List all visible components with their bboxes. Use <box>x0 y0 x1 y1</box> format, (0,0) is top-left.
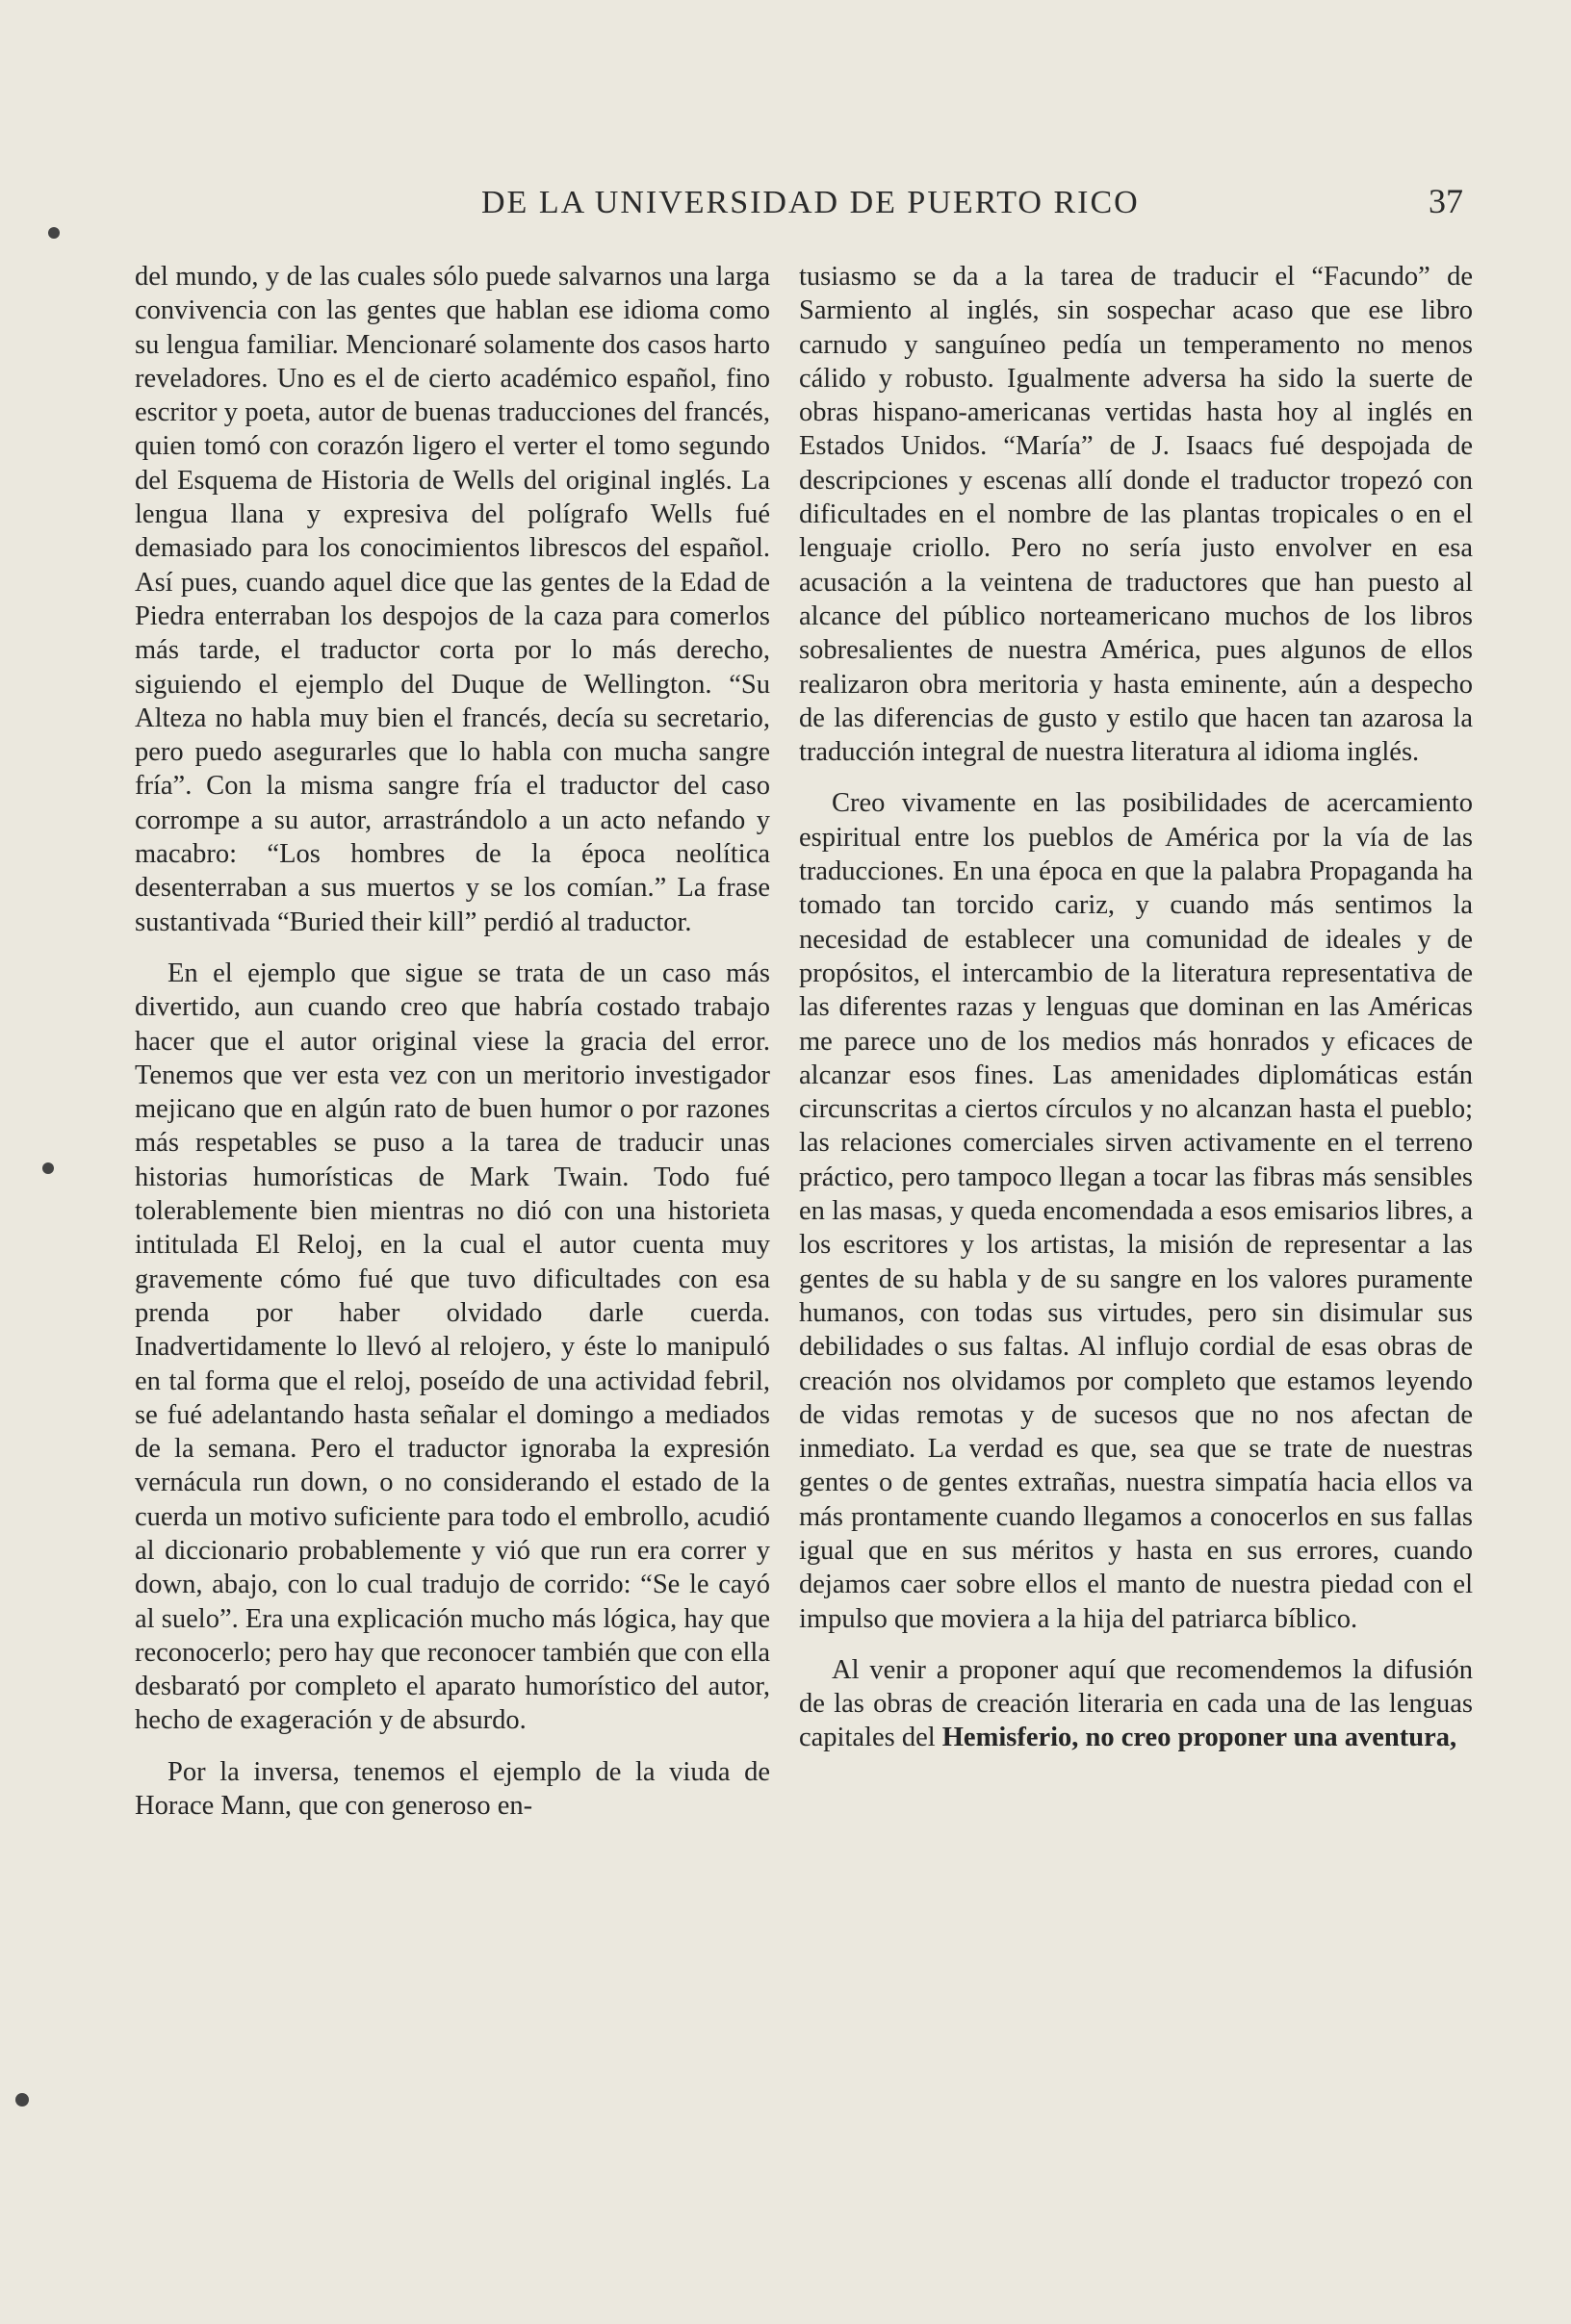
paragraph: tusiasmo se da a la tarea de traducir el “Facundo” de Sarmiento al inglés, sin sospechar acaso que ese libro carnudo y sanguíneo pedía un temperamento no menos cálido y robusto. Igualmente adversa ha sido la suerte de obras hispano-americanas vertidas hasta hoy al inglés en Estados Unidos. “María” de J. Isaacs fué despojada de descripciones y escenas allí donde el traductor tropezó con dificultades en el nombre de las plantas tropicales o en el lenguaje criollo. Pero no sería justo envolver en esa acusación a la veintena de traductores que han puesto al alcance del público norteamericano muchos de los libros sobresalientes de nuestra América, pues algunos de ellos realizaron obra meritoria y hasta eminente, aún a despecho de las diferencias de gusto y estilo que hacen tan azarosa la traducción integral de nuestra literatura al idioma inglés. <box>799 262 1473 768</box>
page-header <box>135 181 1482 229</box>
page-number: 37 <box>1429 182 1463 220</box>
margin-mark <box>15 2093 29 2107</box>
paragraph-last-line: Hemisferio, no creo proponer una aventura, <box>941 1723 1457 1753</box>
margin-mark <box>48 227 60 239</box>
margin-mark <box>42 1162 54 1174</box>
paragraph: Por la inversa, tenemos el ejemplo de la viuda de Horace Mann, que con generoso en- <box>135 1756 770 1822</box>
paragraph-text: Al venir a proponer aquí que recomendemos la difusión de las obras de creación literaria en cada una de las lenguas capitales del <box>799 1654 1473 1753</box>
paragraph: del mundo, y de las cuales sólo puede salvarnos una larga convivencia con las gentes que hablan ese idioma como su lengua familiar. Mencionaré solamente dos casos harto reveladores. Uno es el de cierto académico español, fino escritor y poeta, autor de buenas traducciones del francés, quien tomó con corazón ligero el verter el tomo segundo del Esquema de Historia de Wells del original inglés. La lengua llana y expresiva del polígrafo Wells fué demasiado para los conocimientos librescos del español. Así pues, cuando aquel dice que las gentes de la Edad de Piedra enterraban los despojos de la caza para comerlos más tarde, el traductor corta por lo más derecho, siguiendo el ejemplo del Duque de Wellington. “Su Alteza no habla muy bien el francés, decía su secretario, pero puedo asegurarles que lo habla con mucha sangre fría”. Con la misma sangre fría el traductor del caso corrompe a su autor, arrastrándolo a un acto nefando y macabro: “Los hombres de la época neolítica desenterraban a sus muertos y se los comían.” La frase sustantivada “Buried their kill” perdió al traductor. <box>135 262 770 937</box>
right-column <box>799 260 1473 1755</box>
left-column <box>135 260 770 1823</box>
paragraph: En el ejemplo que sigue se trata de un caso más divertido, aun cuando creo que habría costado trabajo hacer que el autor original viese la gracia del error. Tenemos que ver esta vez con un meritorio investigador mejicano que en algún rato de buen humor o por razones más respetables se puso a la tarea de traducir unas historias humorísticas de Mark Twain. Todo fué tolerablemente bien mientras no dió con una historieta intitulada El Reloj, en la cual el autor cuenta muy gravemente cómo fué que tuvo dificultades con esa prenda por haber olvidado darle cuerda. Inadvertidamente lo llevó al relojero, y éste lo manipuló en tal forma que el reloj, poseído de una actividad febril, se fué adelantando hasta señalar el domingo a mediados de la semana. Pero el traductor ignoraba la expresión vernácula run down, o no considerando el estado de la cuerda un motivo suficiente para todo el embrollo, acudió al diccionario probablemente y vió que run era correr y down, abajo, con lo cual tradujo de corrido: “Se le cayó al suelo”. Era una explicación mucho más lógica, hay que reconocerlo; pero hay que reconocer también que con ella desbarató por completo el aparato humorístico del autor, hecho de exageración y de absurdo. <box>135 958 770 1736</box>
paragraph <box>799 1653 1473 1755</box>
paragraph: Creo vivamente en las posibilidades de acercamiento espiritual entre los pueblos de América por la vía de las traducciones. En una época en que la palabra Propaganda ha tomado tan torcido cariz, y cuando más sentimos la necesidad de establecer una comunidad de ideales y de propósitos, el intercambio de la literatura representativa de las diferentes razas y lenguas que dominan en las Américas me parece uno de los medios más honrados y eficaces de alcanzar esos fines. Las amenidades diplomáticas están circunscritas a ciertos círculos y no alcanzan hasta el pueblo; las relaciones comerciales sirven activamente en el terreno práctico, pero tampoco llegan a tocar las fibras más sensibles en las masas, y queda encomendada a esos emisarios libres, a los escritores y los artistas, la misión de representar a las gentes de su habla y de su sangre en los valores puramente humanos, con todas sus virtudes, pero sin disimular sus debilidades o sus faltas. Al influjo cordial de esas obras de creación nos olvidamos por completo que estamos leyendo de vidas remotas y de sucesos que no nos afectan de inmediato. La verdad es que, sea que se trate de nuestras gentes o de gentes extrañas, nuestra simpatía hacia ellos va más prontamente cuando llegamos a conocerlos en sus fallas igual que en sus méritos y hasta en sus errores, cuando dejamos caer sobre ellos el manto de nuestra piedad con el impulso que moviera a la hija del patriarca bíblico. <box>799 788 1473 1634</box>
running-head: DE LA UNIVERSIDAD DE PUERTO RICO <box>481 185 1140 220</box>
